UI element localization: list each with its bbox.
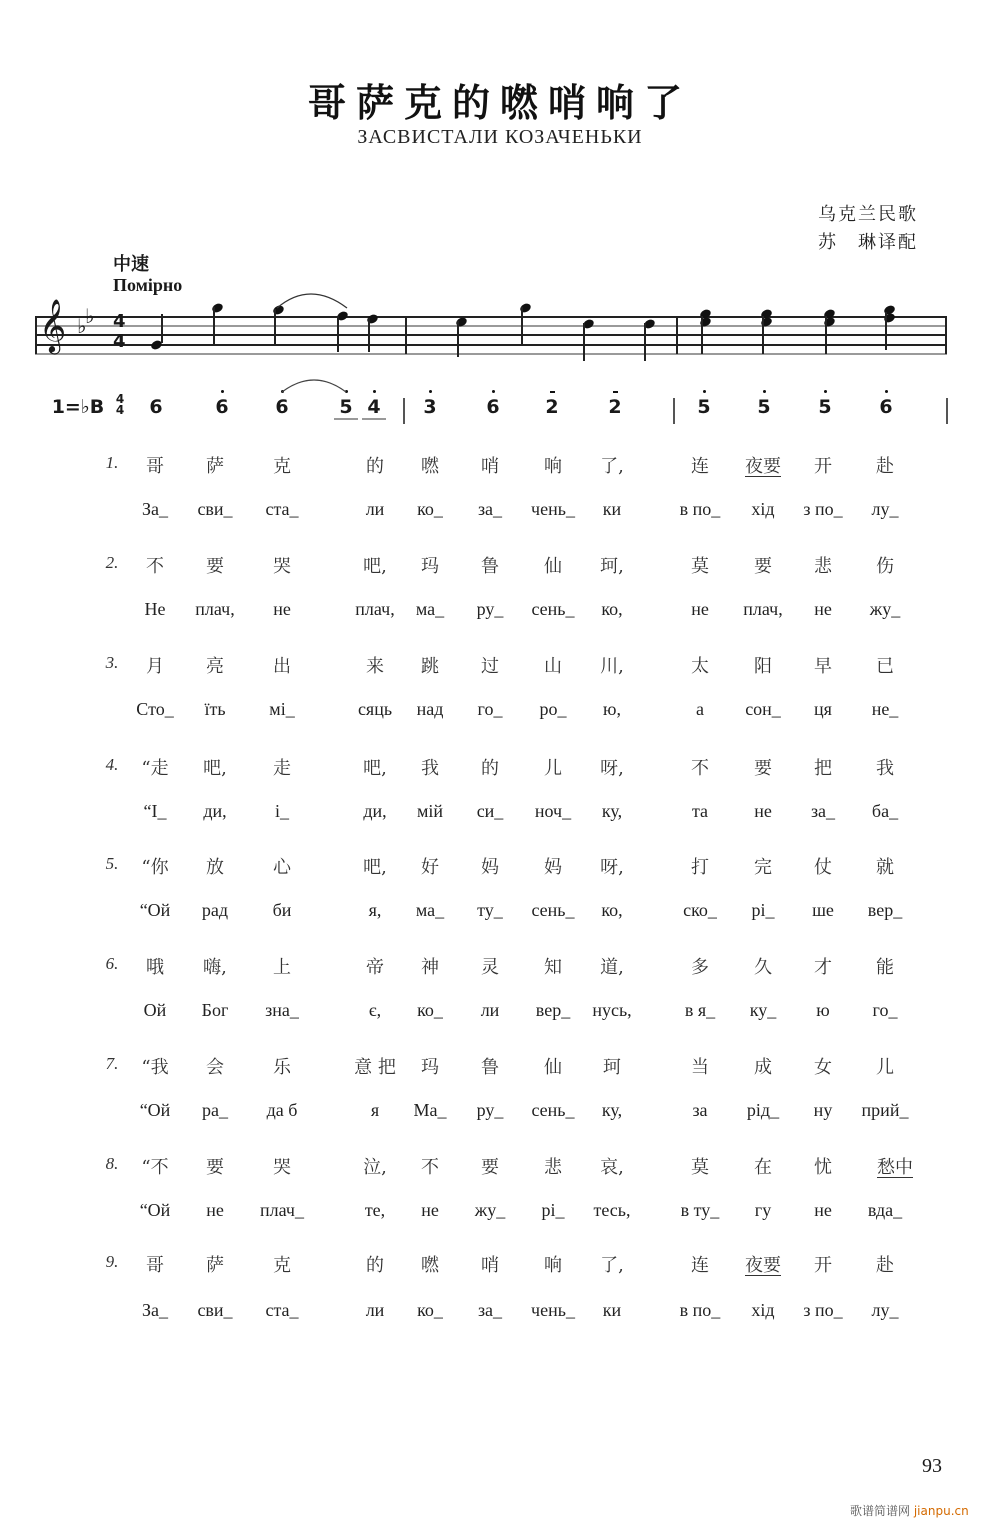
lyric-chinese: 我 — [421, 758, 439, 779]
lyric-ukrainian: ну — [813, 1100, 833, 1120]
lyric-chinese: 心 — [273, 857, 291, 878]
lyric-chinese: 玛 — [421, 556, 439, 577]
lyric-chinese: 吧, — [363, 758, 387, 779]
lyric-chinese: 久 — [754, 957, 772, 978]
lyric-chinese: 要 — [754, 556, 772, 577]
lyric-ukrainian: не_ — [871, 699, 899, 719]
slur-icon — [280, 374, 350, 394]
lyric-chinese: “你 — [141, 857, 169, 878]
jianpu-note: 5 — [752, 396, 776, 418]
lyric-ukrainian: в я_ — [684, 1000, 716, 1020]
lyric-chinese: 赴 — [876, 456, 894, 477]
lyric-ukrainian: ше — [812, 900, 834, 920]
lyric-ukrainian: нусь, — [592, 1000, 632, 1020]
lyric-ukrainian: вер_ — [867, 900, 903, 920]
lyric-chinese: 哦 — [146, 957, 164, 978]
lyric-chinese: 仗 — [814, 857, 832, 878]
lyric-ukrainian: рі_ — [541, 1200, 565, 1220]
lyric-ukrainian: Бог — [201, 1000, 229, 1020]
credit-translator: 苏 琳译配 — [818, 232, 918, 253]
song-title-ukrainian: ЗАСВИСТАЛИ КОЗАЧЕНЬКИ — [357, 126, 643, 148]
lyric-ukrainian: За_ — [141, 1300, 169, 1320]
lyric-chinese: 乐 — [273, 1057, 291, 1078]
lyric-ukrainian: з по_ — [803, 1300, 843, 1320]
lyric-chinese: 妈 — [544, 857, 562, 878]
jianpu-note: 5 — [813, 396, 837, 418]
lyric-chinese: 忧 — [814, 1157, 832, 1178]
lyric-ukrainian: ку, — [601, 1100, 623, 1120]
lyric-ukrainian: За_ — [141, 499, 169, 519]
lyric-ukrainian: не — [814, 1200, 832, 1220]
lyric-ukrainian: ро_ — [539, 699, 567, 719]
lyric-ukrainian: над — [416, 699, 444, 719]
lyric-chinese: 伤 — [876, 556, 894, 577]
lyric-chinese: 太 — [691, 656, 709, 677]
lyric-ukrainian: за_ — [477, 499, 503, 519]
jianpu-note: 2 — [603, 396, 627, 418]
lyric-ukrainian: ма_ — [415, 599, 445, 619]
jianpu-barline — [946, 398, 948, 424]
lyric-chinese: 嘫 — [421, 456, 439, 477]
lyric-chinese: 亮 — [206, 656, 224, 677]
lyric-chinese: 不 — [691, 758, 709, 779]
lyric-chinese: 连 — [691, 1255, 709, 1276]
jianpu-note: 3 — [418, 396, 442, 418]
watermark: 歌谱简谱网 jianpu.cn — [850, 1504, 969, 1518]
jianpu-note: 5 — [334, 396, 358, 420]
jianpu-note: 5 — [692, 396, 716, 418]
lyric-ukrainian: ця — [814, 699, 832, 719]
lyric-chinese: 当 — [691, 1057, 709, 1078]
verse-number: 7. — [105, 1054, 119, 1073]
lyric-chinese: 哥 — [146, 456, 164, 477]
lyric-ukrainian: не — [754, 801, 772, 821]
lyric-chinese: 多 — [691, 957, 709, 978]
lyric-ukrainian: тесь, — [593, 1200, 631, 1220]
lyric-chinese: 了, — [600, 456, 624, 477]
lyric-chinese: 好 — [421, 857, 439, 878]
lyric-chinese: 阳 — [754, 656, 772, 677]
lyric-chinese: 帝 — [366, 957, 384, 978]
lyric-ukrainian: ту_ — [477, 900, 503, 920]
lyric-ukrainian: ко_ — [417, 1300, 443, 1320]
lyric-ukrainian: хід — [751, 1300, 775, 1320]
lyric-chinese: 来 — [366, 656, 384, 677]
lyric-chinese: 吧, — [203, 758, 227, 779]
lyric-ukrainian: ю, — [603, 699, 621, 719]
lyric-ukrainian: лу_ — [871, 1300, 899, 1320]
lyric-chinese: 在 — [754, 1157, 772, 1178]
lyric-ukrainian: ста_ — [265, 1300, 299, 1320]
lyric-chinese: 神 — [421, 957, 439, 978]
lyric-ukrainian: не — [273, 599, 291, 619]
key-signature: 1=♭B — [51, 396, 105, 418]
verse-number: 6. — [105, 954, 119, 973]
lyric-ukrainian: з по_ — [803, 499, 843, 519]
lyric-ukrainian: плач, — [355, 599, 395, 619]
lyric-chinese: 道, — [600, 957, 624, 978]
lyric-chinese: 哀, — [600, 1157, 624, 1178]
lyric-ukrainian: сяць — [357, 699, 393, 719]
lyric-ukrainian: Ма_ — [413, 1100, 447, 1120]
lyric-ukrainian: і_ — [274, 801, 290, 821]
lyric-ukrainian: плач, — [195, 599, 235, 619]
lyric-ukrainian: ста_ — [265, 499, 299, 519]
lyric-ukrainian: ди, — [203, 801, 227, 821]
lyric-chinese: 打 — [691, 857, 709, 878]
lyric-ukrainian: ю — [816, 1000, 830, 1020]
lyric-ukrainian: го_ — [872, 1000, 898, 1020]
lyric-ukrainian: та — [691, 801, 709, 821]
lyric-ukrainian: я — [370, 1100, 380, 1120]
lyric-chinese: 要 — [206, 1157, 224, 1178]
lyric-ukrainian: ма_ — [415, 900, 445, 920]
verse-number: 8. — [105, 1154, 119, 1173]
lyric-ukrainian: ли — [365, 499, 385, 519]
lyric-ukrainian: не — [691, 599, 709, 619]
lyric-ukrainian: зна_ — [265, 1000, 299, 1020]
jianpu-note: 6 — [481, 396, 505, 418]
lyric-ukrainian: хід — [751, 499, 775, 519]
lyric-ukrainian: “І_ — [143, 801, 167, 821]
verse-number: 2. — [105, 553, 119, 572]
lyric-ukrainian: ку, — [601, 801, 623, 821]
jianpu-note: 6 — [270, 396, 294, 418]
lyric-chinese: 嗨, — [203, 957, 227, 978]
jianpu-note: 6 — [149, 396, 163, 418]
treble-clef-icon: 𝄞 — [39, 298, 67, 352]
lyric-chinese: 珂, — [600, 556, 624, 577]
lyric-chinese: “我 — [141, 1057, 169, 1078]
lyric-chinese: 响 — [544, 456, 562, 477]
lyric-ukrainian: в ту_ — [680, 1200, 720, 1220]
lyric-ukrainian: жу_ — [869, 599, 901, 619]
lyric-ukrainian: я, — [368, 900, 382, 920]
lyric-chinese: 愁中 — [877, 1157, 913, 1178]
page-number: 93 — [922, 1455, 942, 1477]
lyric-chinese: 走 — [273, 758, 291, 779]
verse-number: 9. — [105, 1252, 119, 1271]
lyric-chinese: 灵 — [481, 957, 499, 978]
lyric-chinese: 出 — [273, 656, 291, 677]
lyric-chinese: 要 — [754, 758, 772, 779]
lyric-chinese: 仙 — [544, 1057, 562, 1078]
lyric-chinese: 泣, — [363, 1157, 387, 1178]
verse-number: 3. — [105, 653, 119, 672]
lyric-ukrainian: Не — [144, 599, 166, 619]
lyric-chinese: 夜要 — [745, 456, 781, 477]
lyric-ukrainian: ско_ — [683, 900, 717, 920]
jianpu-barline — [673, 398, 675, 424]
lyric-ukrainian: ки — [602, 499, 622, 519]
lyric-ukrainian: ко, — [601, 599, 623, 619]
lyric-ukrainian: би — [272, 900, 292, 920]
lyric-chinese: 哭 — [273, 1157, 291, 1178]
lyric-ukrainian: лу_ — [871, 499, 899, 519]
lyric-chinese: 悲 — [814, 556, 832, 577]
flat-key-signature-icon: ♭ — [85, 304, 95, 328]
verse-number: 4. — [105, 755, 119, 774]
lyric-ukrainian: не — [421, 1200, 439, 1220]
lyric-chinese: 放 — [206, 857, 224, 878]
lyric-chinese: 呀, — [600, 857, 624, 878]
lyric-chinese: 克 — [273, 456, 291, 477]
lyric-chinese: 萨 — [206, 1255, 224, 1276]
lyric-ukrainian: а — [696, 699, 704, 719]
lyric-chinese: 会 — [206, 1057, 224, 1078]
lyric-chinese: 我 — [876, 758, 894, 779]
lyric-ukrainian: сень_ — [531, 599, 575, 619]
lyric-chinese: 女 — [814, 1057, 832, 1078]
flat-key-signature-icon: ♭ — [77, 314, 87, 338]
lyric-ukrainian: ба_ — [871, 801, 899, 821]
jianpu-note: 2 — [540, 396, 564, 418]
lyric-chinese: 珂 — [603, 1057, 621, 1078]
lyric-chinese: 莫 — [691, 556, 709, 577]
lyric-ukrainian: чень_ — [531, 499, 575, 519]
lyric-ukrainian: мі_ — [269, 699, 295, 719]
lyric-ukrainian: ли — [480, 1000, 500, 1020]
lyric-ukrainian: ли — [365, 1300, 385, 1320]
lyric-ukrainian: чень_ — [531, 1300, 575, 1320]
lyric-chinese: 开 — [814, 456, 832, 477]
lyric-ukrainian: не — [814, 599, 832, 619]
lyric-ukrainian: “Ой — [139, 1200, 171, 1220]
lyric-ukrainian: си_ — [476, 801, 504, 821]
lyric-chinese: 已 — [876, 656, 894, 677]
lyric-ukrainian: їть — [204, 699, 226, 719]
jianpu-note: 6 — [210, 396, 234, 418]
lyric-ukrainian: за_ — [810, 801, 836, 821]
song-title-chinese: 哥萨克的嘫哨响了 — [307, 80, 692, 125]
jianpu-line — [40, 392, 960, 426]
lyric-ukrainian: мій — [416, 801, 444, 821]
lyric-ukrainian: сви_ — [197, 499, 233, 519]
lyric-ukrainian: сень_ — [531, 1100, 575, 1120]
lyric-ukrainian: сон_ — [745, 699, 781, 719]
lyric-ukrainian: го_ — [477, 699, 503, 719]
verse-number: 1. — [105, 453, 119, 472]
lyric-chinese: 成 — [754, 1057, 772, 1078]
lyric-chinese: 吧, — [363, 556, 387, 577]
lyric-chinese: 萨 — [206, 456, 224, 477]
lyric-ukrainian: сви_ — [197, 1300, 233, 1320]
lyric-ukrainian: за_ — [477, 1300, 503, 1320]
lyric-ukrainian: рід_ — [746, 1100, 780, 1120]
lyric-chinese: 要 — [481, 1157, 499, 1178]
lyric-chinese: 要 — [206, 556, 224, 577]
lyric-chinese: 鲁 — [481, 1057, 499, 1078]
music-staff — [35, 298, 947, 356]
lyric-chinese: 把 — [814, 758, 832, 779]
lyric-chinese: 儿 — [544, 758, 562, 779]
lyric-ukrainian: ди, — [363, 801, 387, 821]
lyric-chinese: 夜要 — [745, 1255, 781, 1276]
lyric-chinese: 开 — [814, 1255, 832, 1276]
jianpu-barline — [403, 398, 405, 424]
lyric-chinese: 吧, — [363, 857, 387, 878]
tempo-ukrainian: Помірно — [113, 275, 183, 295]
lyric-ukrainian: те, — [364, 1200, 386, 1220]
lyric-ukrainian: “Ой — [139, 900, 171, 920]
lyric-chinese: 的 — [366, 1255, 384, 1276]
lyric-ukrainian: Ой — [143, 1000, 167, 1020]
time-signature: 4 4 — [113, 311, 126, 352]
lyric-chinese: 哨 — [481, 456, 499, 477]
lyric-chinese: 了, — [600, 1255, 624, 1276]
lyric-chinese: 哨 — [481, 1255, 499, 1276]
lyric-ukrainian: Сто_ — [136, 699, 174, 719]
lyric-chinese: “走 — [141, 758, 169, 779]
lyric-chinese: 悲 — [544, 1157, 562, 1178]
lyric-chinese: 能 — [876, 957, 894, 978]
lyric-ukrainian: ки — [602, 1300, 622, 1320]
lyric-chinese: 过 — [481, 656, 499, 677]
lyric-chinese: 早 — [814, 656, 832, 677]
lyric-ukrainian: за — [692, 1100, 708, 1120]
lyric-chinese: 哥 — [146, 1255, 164, 1276]
lyric-chinese: 呀, — [600, 758, 624, 779]
lyric-chinese: 鲁 — [481, 556, 499, 577]
lyric-chinese: 嘫 — [421, 1255, 439, 1276]
lyric-chinese: 不 — [146, 556, 164, 577]
lyric-chinese: 川, — [600, 656, 624, 677]
lyric-ukrainian: рі_ — [751, 900, 775, 920]
lyric-chinese: 跳 — [421, 656, 439, 677]
lyric-ukrainian: гу — [754, 1200, 772, 1220]
lyric-chinese: 就 — [876, 857, 894, 878]
lyric-chinese: 完 — [754, 857, 772, 878]
lyric-chinese: 的 — [481, 758, 499, 779]
lyric-chinese: 山 — [544, 656, 562, 677]
lyric-chinese: 知 — [544, 957, 562, 978]
lyric-chinese: 的 — [366, 456, 384, 477]
lyric-ukrainian: да б — [266, 1100, 298, 1120]
lyric-chinese: 不 — [421, 1157, 439, 1178]
lyric-chinese: 意 把 — [354, 1057, 396, 1078]
lyric-chinese: 连 — [691, 456, 709, 477]
lyric-chinese: 妈 — [481, 857, 499, 878]
lyric-ukrainian: ку_ — [749, 1000, 777, 1020]
lyric-ukrainian: ко_ — [417, 499, 443, 519]
lyric-chinese: 哭 — [273, 556, 291, 577]
lyric-ukrainian: ру_ — [476, 599, 504, 619]
lyric-ukrainian: ра_ — [202, 1100, 228, 1120]
lyric-ukrainian: прий_ — [861, 1100, 909, 1120]
lyric-ukrainian: ру_ — [476, 1100, 504, 1120]
slur-icon — [275, 286, 355, 312]
lyric-chinese: “不 — [141, 1157, 169, 1178]
lyric-chinese: 上 — [273, 957, 291, 978]
lyric-chinese: 仙 — [544, 556, 562, 577]
lyric-ukrainian: рад — [201, 900, 229, 920]
lyric-ukrainian: плач_ — [260, 1200, 304, 1220]
lyric-chinese: 儿 — [876, 1057, 894, 1078]
lyric-chinese: 克 — [273, 1255, 291, 1276]
lyric-ukrainian: сень_ — [531, 900, 575, 920]
jianpu-note: 4 — [362, 396, 386, 420]
lyric-ukrainian: в по_ — [679, 499, 721, 519]
lyric-ukrainian: ко_ — [417, 1000, 443, 1020]
lyric-ukrainian: плач, — [743, 599, 783, 619]
jianpu-time-signature: 4 4 — [115, 392, 125, 417]
tempo-chinese: 中速 — [113, 254, 149, 275]
lyric-ukrainian: ко, — [601, 900, 623, 920]
lyric-ukrainian: вда_ — [867, 1200, 903, 1220]
lyric-ukrainian: жу_ — [474, 1200, 506, 1220]
lyric-ukrainian: не — [206, 1200, 224, 1220]
lyric-chinese: 莫 — [691, 1157, 709, 1178]
lyric-ukrainian: “Ой — [139, 1100, 171, 1120]
lyric-ukrainian: є, — [368, 1000, 382, 1020]
lyric-chinese: 月 — [146, 656, 164, 677]
lyric-chinese: 赴 — [876, 1255, 894, 1276]
lyric-chinese: 玛 — [421, 1057, 439, 1078]
lyric-ukrainian: вер_ — [535, 1000, 571, 1020]
lyric-ukrainian: в по_ — [679, 1300, 721, 1320]
credit-origin: 乌克兰民歌 — [818, 204, 918, 225]
lyric-chinese: 才 — [814, 957, 832, 978]
verse-number: 5. — [105, 854, 119, 873]
jianpu-note: 6 — [874, 396, 898, 418]
lyric-chinese: 响 — [544, 1255, 562, 1276]
lyric-ukrainian: ноч_ — [534, 801, 572, 821]
